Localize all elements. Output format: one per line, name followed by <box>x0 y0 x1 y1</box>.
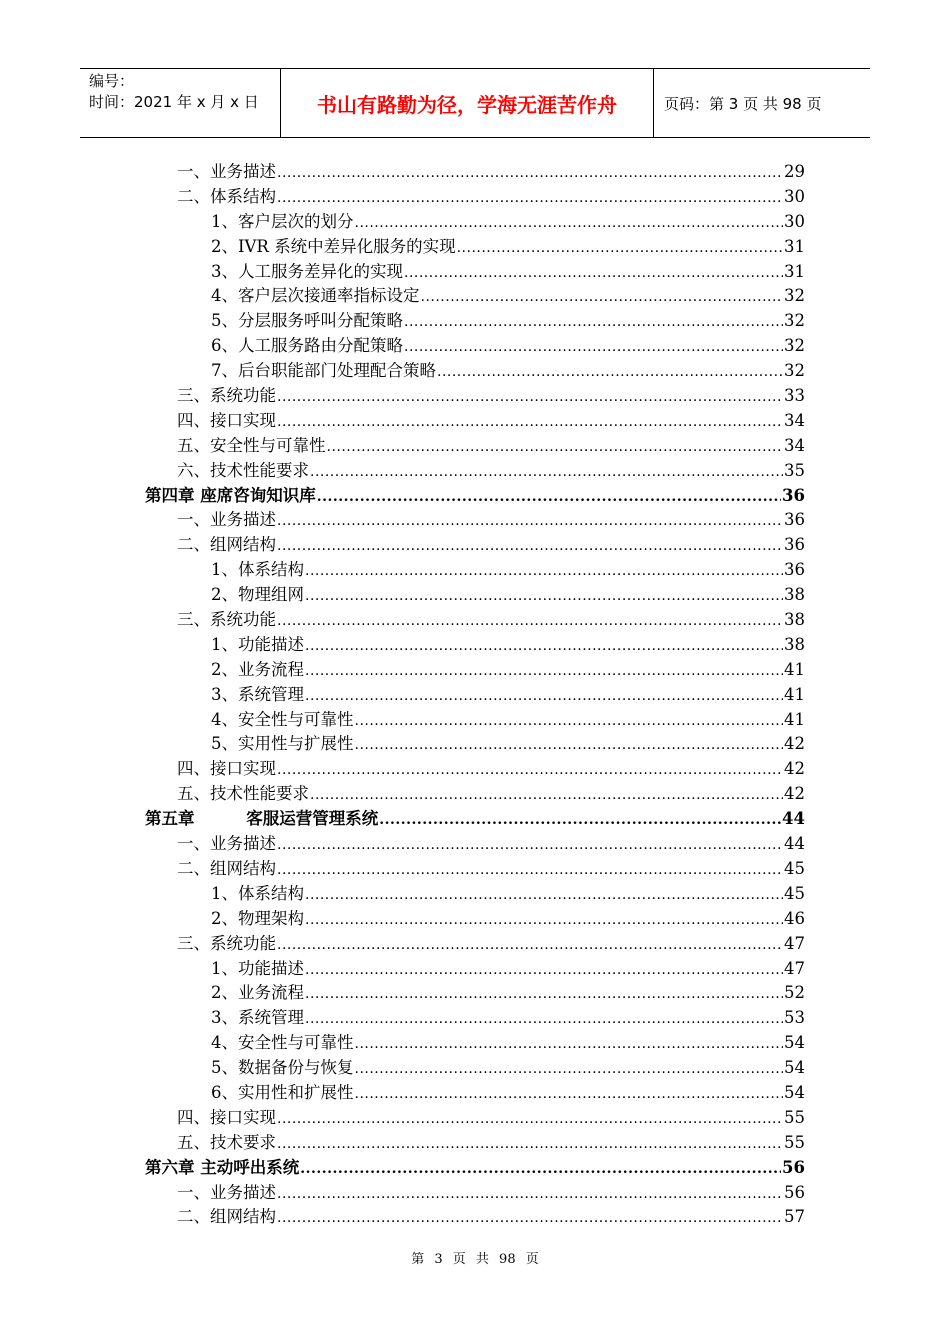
toc-entry-page: 36 <box>784 560 805 580</box>
toc-entry-page: 52 <box>784 983 805 1003</box>
toc-entry[interactable] <box>145 457 805 482</box>
toc-entry[interactable] <box>145 258 805 283</box>
toc-entry[interactable] <box>145 1054 805 1079</box>
toc-entry[interactable] <box>145 930 805 955</box>
header-page-info: 页码：第 3 页 共 98 页 <box>664 94 822 113</box>
toc-dot-leader <box>421 289 784 305</box>
toc-entry[interactable] <box>145 1029 805 1054</box>
toc-entry-page: 38 <box>784 585 805 605</box>
toc-entry-page: 47 <box>784 933 805 953</box>
toc-entry-title: 四、接口实现 <box>177 759 276 779</box>
toc-entry-page: 47 <box>784 958 805 978</box>
toc-entry-page: 54 <box>784 1033 805 1053</box>
toc-entry-title: 二、体系结构 <box>177 186 276 206</box>
toc-entry-title: 三、系统功能 <box>177 386 276 406</box>
toc-entry-page: 31 <box>784 261 805 281</box>
toc-entry-title: 4、客户层次接通率指标设定 <box>211 286 420 306</box>
toc-dot-leader <box>310 787 783 803</box>
toc-entry-title: 3、系统管理 <box>211 1008 304 1028</box>
toc-entry-page: 34 <box>784 410 805 430</box>
toc-dot-leader <box>277 1186 783 1202</box>
toc-entry-page: 45 <box>784 858 805 878</box>
toc-entry[interactable] <box>145 1203 805 1228</box>
toc-entry-title: 2、物理组网 <box>211 585 304 605</box>
toc-entry-page: 42 <box>784 734 805 754</box>
toc-entry-title: 一、业务描述 <box>177 1182 276 1202</box>
toc-entry-title: 2、业务流程 <box>211 983 304 1003</box>
toc-entry-page: 54 <box>784 1082 805 1102</box>
toc-entry[interactable] <box>145 780 805 805</box>
toc-entry[interactable] <box>145 556 805 581</box>
toc-entry-page: 41 <box>784 684 805 704</box>
toc-entry-title: 5、数据备份与恢复 <box>211 1058 354 1078</box>
toc-dot-leader <box>310 464 783 480</box>
toc-entry-title: 四、接口实现 <box>177 1107 276 1127</box>
toc-entry-title: 1、客户层次的划分 <box>211 211 354 231</box>
toc-entry-title: 六、技术性能要求 <box>177 460 309 480</box>
toc-entry-page: 38 <box>784 634 805 654</box>
toc-dot-leader <box>355 215 784 231</box>
toc-dot-leader <box>305 887 783 903</box>
toc-entry-page: 36 <box>784 510 805 530</box>
toc-entry-page: 53 <box>784 1008 805 1028</box>
toc-chapter-entry[interactable] <box>145 805 805 830</box>
toc-dot-leader <box>305 912 783 928</box>
toc-dot-leader <box>277 862 783 878</box>
toc-entry-title: 3、人工服务差异化的实现 <box>211 261 403 281</box>
toc-entry-page: 33 <box>784 386 805 406</box>
toc-entry-page: 41 <box>784 659 805 679</box>
toc-entry-title: 4、安全性与可靠性 <box>211 709 354 729</box>
toc-entry-page: 38 <box>784 610 805 630</box>
table-of-contents <box>145 158 805 1228</box>
toc-entry[interactable] <box>145 233 805 258</box>
toc-entry-title: 1、体系结构 <box>211 883 304 903</box>
toc-entry-page: 30 <box>784 211 805 231</box>
toc-entry[interactable] <box>145 681 805 706</box>
toc-entry-page: 36 <box>782 485 805 505</box>
toc-entry-page: 56 <box>782 1157 805 1177</box>
toc-entry[interactable] <box>145 531 805 556</box>
toc-dot-leader <box>379 812 781 828</box>
document-number-label: 编号： <box>89 72 135 90</box>
toc-entry[interactable] <box>145 357 805 382</box>
toc-entry-page: 57 <box>784 1207 805 1227</box>
toc-entry-title: 五、安全性与可靠性 <box>177 435 326 455</box>
toc-entry[interactable] <box>145 158 805 183</box>
toc-entry[interactable] <box>145 730 805 755</box>
toc-entry-title: 1、功能描述 <box>211 634 304 654</box>
toc-dot-leader <box>277 513 783 529</box>
document-date-label: 时间：2021 年 x 月 x 日 <box>89 93 259 111</box>
toc-entry-page: 32 <box>784 361 805 381</box>
footer-page-number: 第 3 页 共 98 页 <box>411 1252 539 1267</box>
toc-entry-page: 42 <box>784 759 805 779</box>
toc-entry[interactable] <box>145 706 805 731</box>
header-page-cell <box>654 69 870 137</box>
toc-dot-leader <box>355 713 784 729</box>
toc-entry[interactable] <box>145 631 805 656</box>
toc-dot-leader <box>277 190 783 206</box>
toc-dot-leader <box>355 1036 784 1052</box>
toc-entry-page: 54 <box>784 1058 805 1078</box>
toc-entry-title: 一、业务描述 <box>177 834 276 854</box>
toc-dot-leader <box>305 638 783 654</box>
toc-chapter-entry[interactable] <box>145 1154 805 1179</box>
toc-entry-title: 2、物理架构 <box>211 908 304 928</box>
toc-entry-page: 45 <box>784 883 805 903</box>
toc-dot-leader <box>277 762 783 778</box>
toc-entry[interactable] <box>145 1104 805 1129</box>
toc-entry-title: 二、组网结构 <box>177 535 276 555</box>
toc-dot-leader <box>305 663 783 679</box>
toc-entry-title: 第四章 座席咨询知识库 <box>145 485 316 505</box>
toc-entry-title: 第五章 客服运营管理系统 <box>145 809 379 829</box>
toc-dot-leader <box>355 1086 784 1102</box>
toc-entry-title: 3、系统管理 <box>211 684 304 704</box>
toc-entry-title: 一、业务描述 <box>177 510 276 530</box>
page-footer <box>0 1248 950 1267</box>
toc-entry-title: 6、人工服务路由分配策略 <box>211 336 403 356</box>
toc-entry-page: 36 <box>784 535 805 555</box>
toc-entry-title: 2、IVR 系统中差异化服务的实现 <box>211 236 456 256</box>
toc-entry-page: 41 <box>784 709 805 729</box>
toc-entry-page: 32 <box>784 336 805 356</box>
toc-entry-title: 二、组网结构 <box>177 1207 276 1227</box>
toc-chapter-entry[interactable] <box>145 482 805 507</box>
toc-entry-title: 二、组网结构 <box>177 858 276 878</box>
toc-entry[interactable] <box>145 407 805 432</box>
toc-dot-leader <box>300 1161 781 1177</box>
header-motto: 书山有路勤为径，学海无涯苦作舟 <box>317 92 617 117</box>
toc-entry-page: 42 <box>784 784 805 804</box>
toc-dot-leader <box>305 986 783 1002</box>
toc-entry-page: 44 <box>784 834 805 854</box>
toc-dot-leader <box>277 165 783 181</box>
toc-entry-page: 44 <box>782 809 805 829</box>
toc-dot-leader <box>404 339 783 355</box>
toc-entry-title: 三、系统功能 <box>177 610 276 630</box>
toc-entry-page: 55 <box>784 1107 805 1127</box>
toc-dot-leader <box>277 837 783 853</box>
toc-dot-leader <box>277 1136 783 1152</box>
toc-entry-title: 第六章 主动呼出系统 <box>145 1157 300 1177</box>
toc-dot-leader <box>305 563 783 579</box>
toc-dot-leader <box>277 538 783 554</box>
toc-entry-title: 1、功能描述 <box>211 958 304 978</box>
toc-dot-leader <box>277 1210 783 1226</box>
toc-entry-title: 1、体系结构 <box>211 560 304 580</box>
toc-entry[interactable] <box>145 282 805 307</box>
toc-entry-title: 7、后台职能部门处理配合策略 <box>211 361 436 381</box>
toc-entry[interactable] <box>145 905 805 930</box>
toc-dot-leader <box>277 937 783 953</box>
toc-dot-leader <box>277 414 783 430</box>
page-header <box>80 68 870 138</box>
toc-entry[interactable] <box>145 183 805 208</box>
toc-entry[interactable] <box>145 830 805 855</box>
toc-entry-title: 6、实用性和扩展性 <box>211 1082 354 1102</box>
toc-entry[interactable] <box>145 506 805 531</box>
toc-entry[interactable] <box>145 1129 805 1154</box>
toc-entry[interactable] <box>145 606 805 631</box>
toc-entry[interactable] <box>145 332 805 357</box>
toc-entry[interactable] <box>145 1179 805 1204</box>
toc-entry[interactable] <box>145 1004 805 1029</box>
toc-entry[interactable] <box>145 955 805 980</box>
toc-entry-title: 5、实用性与扩展性 <box>211 734 354 754</box>
toc-entry-page: 32 <box>784 286 805 306</box>
toc-entry-title: 2、业务流程 <box>211 659 304 679</box>
toc-dot-leader <box>404 265 783 281</box>
toc-entry-page: 55 <box>784 1132 805 1152</box>
toc-entry-title: 一、业务描述 <box>177 162 276 181</box>
toc-dot-leader <box>277 613 783 629</box>
toc-entry-title: 5、分层服务呼叫分配策略 <box>211 311 403 331</box>
toc-dot-leader <box>277 1111 783 1127</box>
toc-dot-leader <box>437 364 783 380</box>
toc-entry-title: 四、接口实现 <box>177 410 276 430</box>
toc-entry[interactable] <box>145 382 805 407</box>
toc-dot-leader <box>317 489 781 505</box>
toc-entry-page: 29 <box>784 162 805 181</box>
toc-dot-leader <box>305 1011 783 1027</box>
toc-dot-leader <box>327 439 784 455</box>
header-meta-cell <box>80 69 281 137</box>
toc-entry-page: 30 <box>784 186 805 206</box>
toc-dot-leader <box>355 1061 784 1077</box>
toc-entry-page: 32 <box>784 311 805 331</box>
toc-entry[interactable] <box>145 855 805 880</box>
toc-entry[interactable] <box>145 1079 805 1104</box>
toc-entry-title: 三、系统功能 <box>177 933 276 953</box>
toc-entry[interactable] <box>145 979 805 1004</box>
toc-entry-title: 五、技术要求 <box>177 1132 276 1152</box>
toc-entry[interactable] <box>145 432 805 457</box>
toc-entry-page: 56 <box>784 1182 805 1202</box>
header-motto-cell <box>281 69 654 137</box>
toc-entry-page: 34 <box>784 435 805 455</box>
toc-dot-leader <box>404 314 783 330</box>
toc-dot-leader <box>305 588 783 604</box>
toc-dot-leader <box>355 737 784 753</box>
toc-dot-leader <box>457 240 783 256</box>
toc-entry[interactable] <box>145 208 805 233</box>
toc-entry-page: 46 <box>784 908 805 928</box>
toc-entry[interactable] <box>145 307 805 332</box>
toc-entry[interactable] <box>145 656 805 681</box>
toc-entry-page: 31 <box>784 236 805 256</box>
toc-entry-title: 五、技术性能要求 <box>177 784 309 804</box>
toc-dot-leader <box>277 389 783 405</box>
toc-entry-page: 35 <box>784 460 805 480</box>
toc-entry-title: 4、安全性与可靠性 <box>211 1033 354 1053</box>
toc-dot-leader <box>305 688 783 704</box>
toc-entry[interactable] <box>145 755 805 780</box>
toc-dot-leader <box>305 962 783 978</box>
toc-entry[interactable] <box>145 581 805 606</box>
toc-entry[interactable] <box>145 880 805 905</box>
